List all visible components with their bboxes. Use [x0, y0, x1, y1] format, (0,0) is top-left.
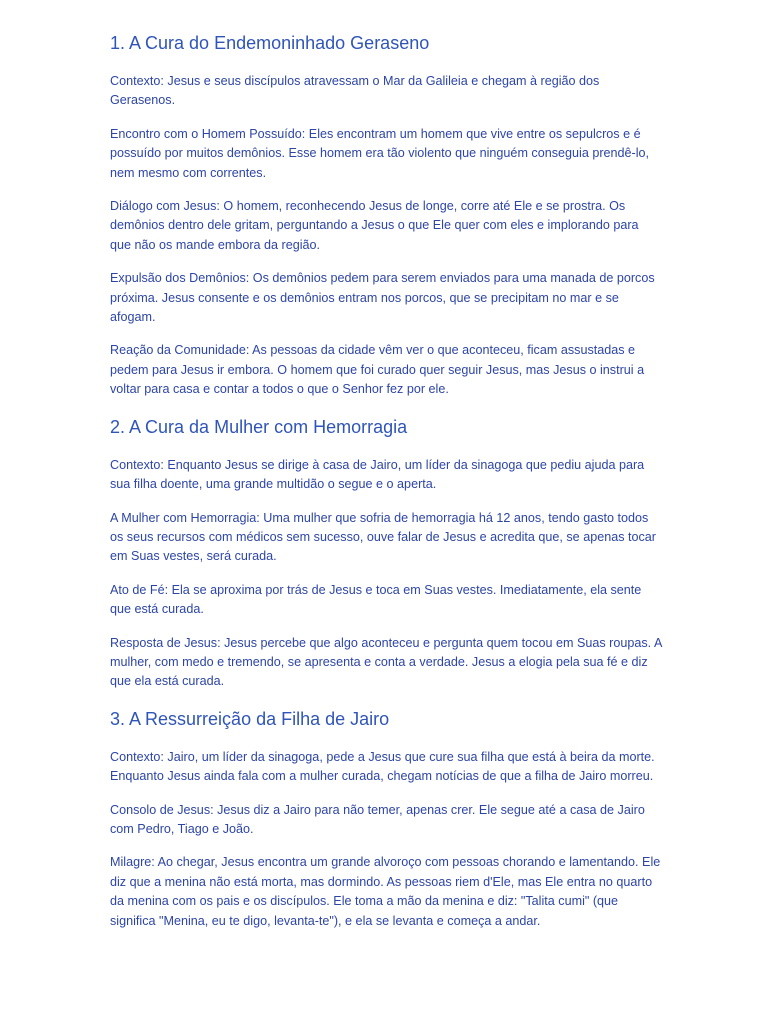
paragraph: Contexto: Enquanto Jesus se dirige à casa de Jairo, um líder da sinagoga que pediu ajuda para sua filha doente, uma grande multidão o segue e o aperta. [110, 457, 645, 492]
paragraph: Milagre: Ao chegar, Jesus encontra um grande alvoroço com pessoas chorando e lamentando. Ele diz que a menina não está morta, mas dormindo. As pessoas riem d'Ele, mas Ele entra no quarto da menina com os pais e os discípulos. Ele toma a mão da menina e diz: "Talita cumi" (que significa "Menina, eu te digo, levanta-te"), e ela se levanta e começa a andar. [110, 855, 661, 928]
paragraph: Ato de Fé: Ela se aproxima por trás de Jesus e toca em Suas vestes. Imediatamente, ela sente que está curada. [110, 582, 642, 617]
section-endemoninhado [110, 30, 662, 400]
document-page [110, 30, 662, 945]
paragraph: Contexto: Jairo, um líder da sinagoga, pede a Jesus que cure sua filha que está à beira da morte. Enquanto Jesus ainda fala com a mulher curada, chegam notícias de que a filha de Jairo morreu. [110, 749, 655, 784]
section-title: 1. A Cura do Endemoninhado Geraseno [110, 33, 430, 53]
paragraph: Expulsão dos Demônios: Os demônios pedem para serem enviados para uma manada de porcos próxima. Jesus consente e os demônios entram nos porcos, que se precipitam no mar e se afogam. [110, 271, 655, 325]
paragraph: Diálogo com Jesus: O homem, reconhecendo Jesus de longe, corre até Ele e se prostra. Os demônios dentro dele gritam, perguntando a Jesus o que Ele quer com eles e implorando para que não os mande embora da região. [110, 199, 639, 252]
section-hemorragia [110, 414, 662, 692]
paragraph: Encontro com o Homem Possuído: Eles encontram um homem que vive entre os sepulcros e é possuído por muitos demônios. Esse homem era tão violento que ninguém conseguia prendê-lo, nem mesmo com correntes. [110, 126, 650, 180]
paragraph: A Mulher com Hemorragia: Uma mulher que sofria de hemorragia há 12 anos, tendo gasto todos os seus recursos com médicos sem sucesso, ouve falar de Jesus e acredita que, se apenas tocar em Suas vestes, será curada. [110, 510, 657, 564]
section-title: 2. A Cura da Mulher com Hemorragia [110, 416, 408, 437]
paragraph: Resposta de Jesus: Jesus percebe que algo aconteceu e pergunta quem tocou em Suas roupas. A mulher, com medo e tremendo, se apresenta e conta a verdade. Jesus a elogia pela sua fé e diz que ela está curada. [110, 635, 662, 689]
paragraph: Reação da Comunidade: As pessoas da cidade vêm ver o que aconteceu, ficam assustadas e pedem para Jesus ir embora. O homem que foi curado quer seguir Jesus, mas Jesus o instrui a voltar para casa e contar a todos o que o Senhor fez por ele. [110, 343, 645, 397]
paragraph: Consolo de Jesus: Jesus diz a Jairo para não temer, apenas crer. Ele segue até a casa de Jairo com Pedro, Tiago e João. [110, 802, 645, 836]
section-title: 3. A Ressurreição da Filha de Jairo [110, 708, 390, 729]
section-filha-de-jairo [110, 706, 662, 931]
paragraph: Contexto: Jesus e seus discípulos atravessam o Mar da Galileia e chegam à região dos Gerasenos. [110, 74, 600, 108]
